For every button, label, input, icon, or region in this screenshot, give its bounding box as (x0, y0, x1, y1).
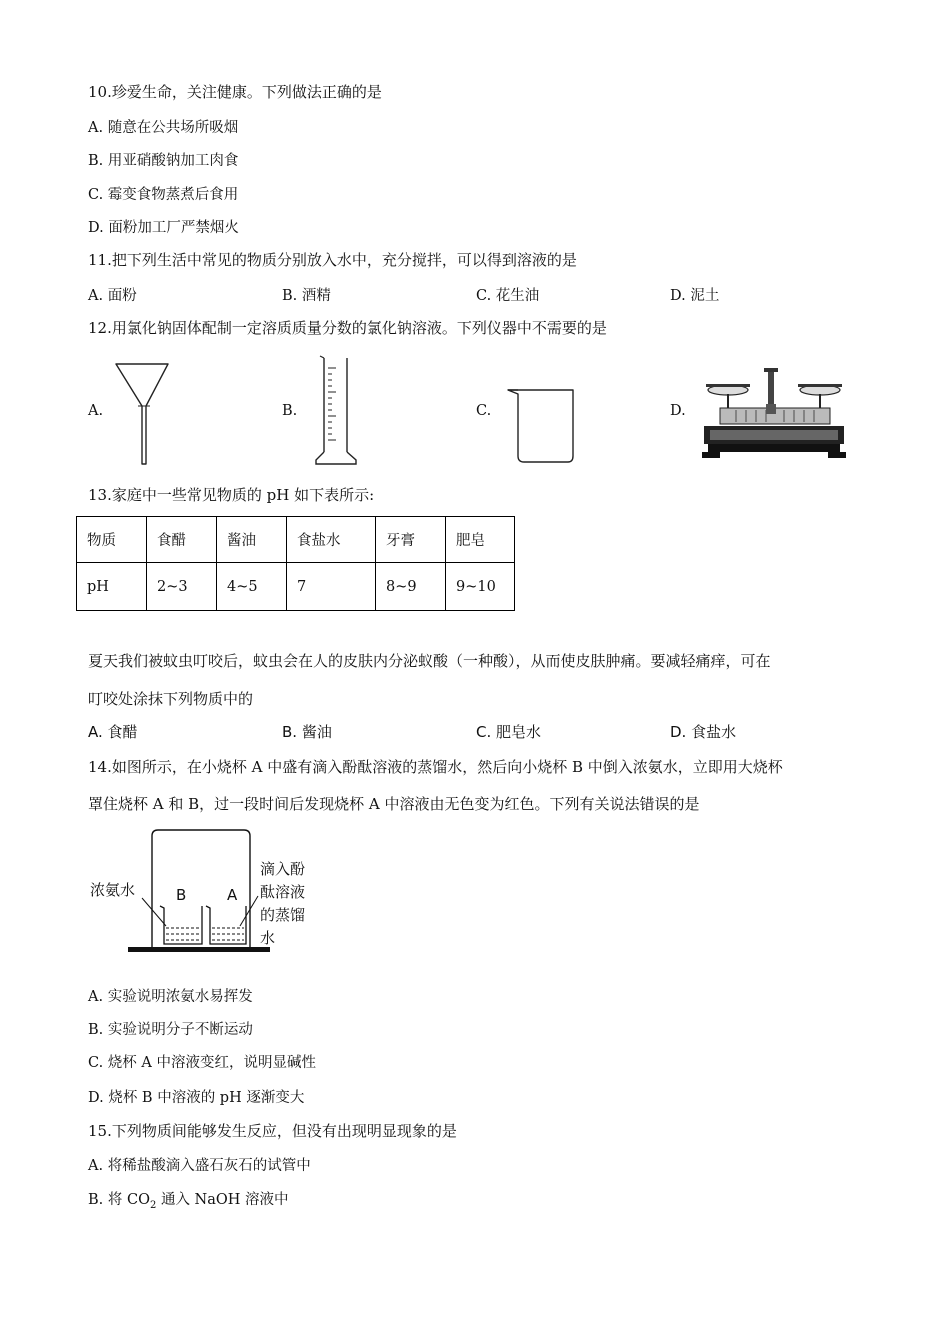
q15-option-b-sub: 2 (149, 1199, 157, 1211)
label-line: 酞溶液 (260, 883, 306, 901)
q12-option-d-label: D. (670, 403, 686, 419)
table-cell: 物质 (77, 517, 147, 563)
q13-option-b: B. 酱油 (282, 723, 332, 741)
funnel-icon (114, 362, 170, 466)
table-cell: 肥皂 (446, 517, 515, 563)
q13-stem: 13.家庭中一些常见物质的 pH 如下表所示: (88, 486, 375, 504)
q15-option-b (88, 1188, 289, 1211)
table-cell: 8~9 (376, 563, 446, 611)
experiment-figure (90, 826, 330, 956)
q13-option-d: D. 食盐水 (670, 723, 737, 741)
q12-option-b-label: B. (282, 403, 298, 419)
graduated-cylinder-icon (314, 356, 358, 468)
q11-option-d: D. 泥土 (670, 288, 720, 304)
q11-option-c: C. 花生油 (476, 288, 540, 304)
q10-option-c: C. 霉变食物蒸煮后食用 (88, 187, 239, 203)
table-cell: 食醋 (147, 517, 217, 563)
q11-stem: 11.把下列生活中常见的物质分别放入水中，充分搅拌，可以得到溶液的是 (88, 251, 577, 269)
phenolphthalein-water-label (260, 858, 305, 950)
q11-option-b: B. 酒精 (282, 288, 331, 304)
q14-option-a: A. 实验说明浓氨水易挥发 (88, 989, 253, 1005)
q14-stem-line2: 罩住烧杯 A 和 B，过一段时间后发现烧杯 A 中溶液由无色变为红色。下列有关说法错误的是 (88, 795, 700, 813)
table-cell: 9~10 (446, 563, 515, 611)
q15-option-b-post: 通入 NaOH 溶液中 (156, 1192, 289, 1208)
q15-option-a: A. 将稀盐酸滴入盛石灰石的试管中 (88, 1158, 311, 1174)
q10-option-d: D. 面粉加工厂严禁烟火 (88, 220, 239, 236)
q10-option-b: B. 用亚硝酸钠加工肉食 (88, 153, 239, 169)
q14-option-c: C. 烧杯 A 中溶液变红，说明显碱性 (88, 1055, 316, 1071)
label-line: 的蒸馏 (260, 906, 306, 924)
table-cell: 酱油 (217, 517, 287, 563)
beaker-b-label: B (176, 886, 187, 904)
q13-text-line1: 夏天我们被蚊虫叮咬后，蚊虫会在人的皮肤内分泌蚁酸（一种酸），从而使皮肤肿痛。要减轻痛痒，可在 (88, 652, 771, 670)
label-line: 水 (260, 929, 276, 947)
concentrated-ammonia-label: 浓氨水 (90, 881, 136, 899)
q12-option-a-label: A. (88, 403, 104, 419)
table-cell: pH (77, 563, 147, 611)
q12-stem: 12.用氯化钠固体配制一定溶质质量分数的氯化钠溶液。下列仪器中不需要的是 (88, 319, 607, 337)
table-cell: 牙膏 (376, 517, 446, 563)
q15-stem: 15.下列物质间能够发生反应，但没有出现明显现象的是 (88, 1122, 457, 1140)
table-cell: 7 (287, 563, 376, 611)
beaker-icon (506, 388, 576, 466)
table-cell: 4~5 (217, 563, 287, 611)
q10-option-a: A. 随意在公共场所吸烟 (88, 120, 239, 136)
ph-table (76, 516, 515, 611)
q10-stem: 10.珍爱生命，关注健康。下列做法正确的是 (88, 83, 382, 101)
table-cell: 食盐水 (287, 517, 376, 563)
q13-text-line2: 叮咬处涂抹下列物质中的 (88, 690, 254, 708)
table-row (77, 563, 515, 611)
q13-option-a: A. 食醋 (88, 723, 138, 741)
q14-stem-line1: 14.如图所示，在小烧杯 A 中盛有滴入酚酞溶液的蒸馏水，然后向小烧杯 B 中倒入浓氨水，立即用大烧杯 (88, 758, 783, 776)
table-row (77, 517, 515, 563)
table-cell: 2~3 (147, 563, 217, 611)
beaker-a-label: A (227, 886, 238, 904)
q13-option-c: C. 肥皂水 (476, 723, 542, 741)
q11-option-a: A. 面粉 (88, 288, 137, 304)
q14-option-b: B. 实验说明分子不断运动 (88, 1022, 253, 1038)
q12-option-c-label: C. (476, 403, 492, 419)
q15-option-b-pre: B. 将 CO (88, 1192, 150, 1208)
balance-scale-icon (700, 364, 848, 462)
label-line: 滴入酚 (260, 860, 306, 878)
q14-option-d: D. 烧杯 B 中溶液的 pH 逐渐变大 (88, 1090, 305, 1106)
